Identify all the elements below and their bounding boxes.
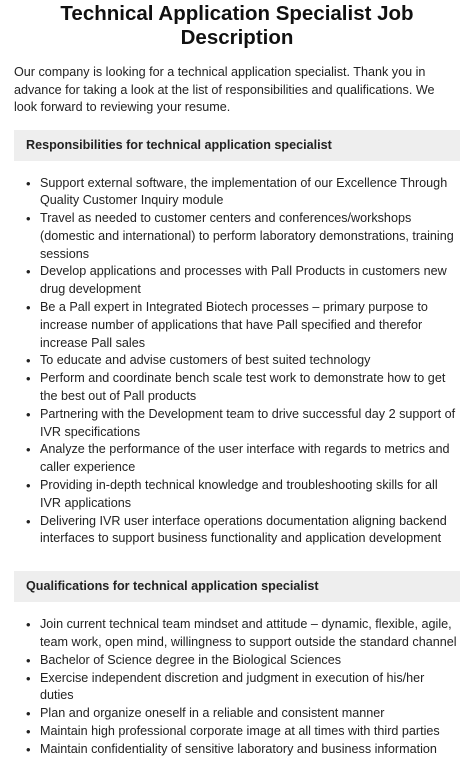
responsibility-item: • Support external software, the implementation of our Excellence Through Quality Customer Inquiry module xyxy=(40,175,460,211)
qualification-item: • Plan and organize oneself in a reliable and consistent manner xyxy=(40,705,460,723)
qualification-item: • Exercise independent discretion and judgment in execution of his/her duties xyxy=(40,670,460,706)
responsibility-item: • Providing in-depth technical knowledge and troubleshooting skills for all IVR applications xyxy=(40,477,460,513)
responsibility-item: • Delivering IVR user interface operations documentation aligning backend interfaces to support business functionality and application development xyxy=(40,513,460,549)
responsibility-item: • Be a Pall expert in Integrated Biotech processes – primary purpose to increase number of applications that have Pall specified and therefor increase Pall sales xyxy=(40,299,460,352)
responsibility-item: • Develop applications and processes with Pall Products in customers new drug development xyxy=(40,263,460,299)
responsibility-item: • Travel as needed to customer centers and conferences/workshops (domestic and international) to perform laboratory demonstrations, training sessions xyxy=(40,210,460,263)
qualification-item: • Maintain high professional corporate image at all times with third parties xyxy=(40,723,460,741)
qualification-item: • Join current technical team mindset and attitude – dynamic, flexible, agile, team work, open mind, willingness to support outside the standard channel xyxy=(40,616,460,652)
section-spacer xyxy=(14,548,460,558)
responsibility-item: • To educate and advise customers of best suited technology xyxy=(40,352,460,370)
qualifications-list xyxy=(14,616,460,758)
qualification-item: • Maintain confidentiality of sensitive laboratory and business information xyxy=(40,741,460,759)
responsibility-item: • Partnering with the Development team to drive successful day 2 support of IVR specifications xyxy=(40,406,460,442)
qualification-item: • Bachelor of Science degree in the Biological Sciences xyxy=(40,652,460,670)
responsibilities-list xyxy=(14,175,460,549)
responsibilities-header: Responsibilities for technical application specialist xyxy=(14,130,460,161)
qualifications-header: Qualifications for technical application specialist xyxy=(14,571,460,602)
responsibility-item: • Analyze the performance of the user interface with regards to metrics and caller experience xyxy=(40,441,460,477)
page-title: Technical Application Specialist Job Description xyxy=(60,2,414,49)
responsibility-item: • Perform and coordinate bench scale test work to demonstrate how to get the best out of Pall products xyxy=(40,370,460,406)
intro-paragraph: Our company is looking for a technical application specialist. Thank you in advance for taking a look at the list of responsibilities and qualifications. We look forward to reviewing your resume. xyxy=(14,65,435,114)
